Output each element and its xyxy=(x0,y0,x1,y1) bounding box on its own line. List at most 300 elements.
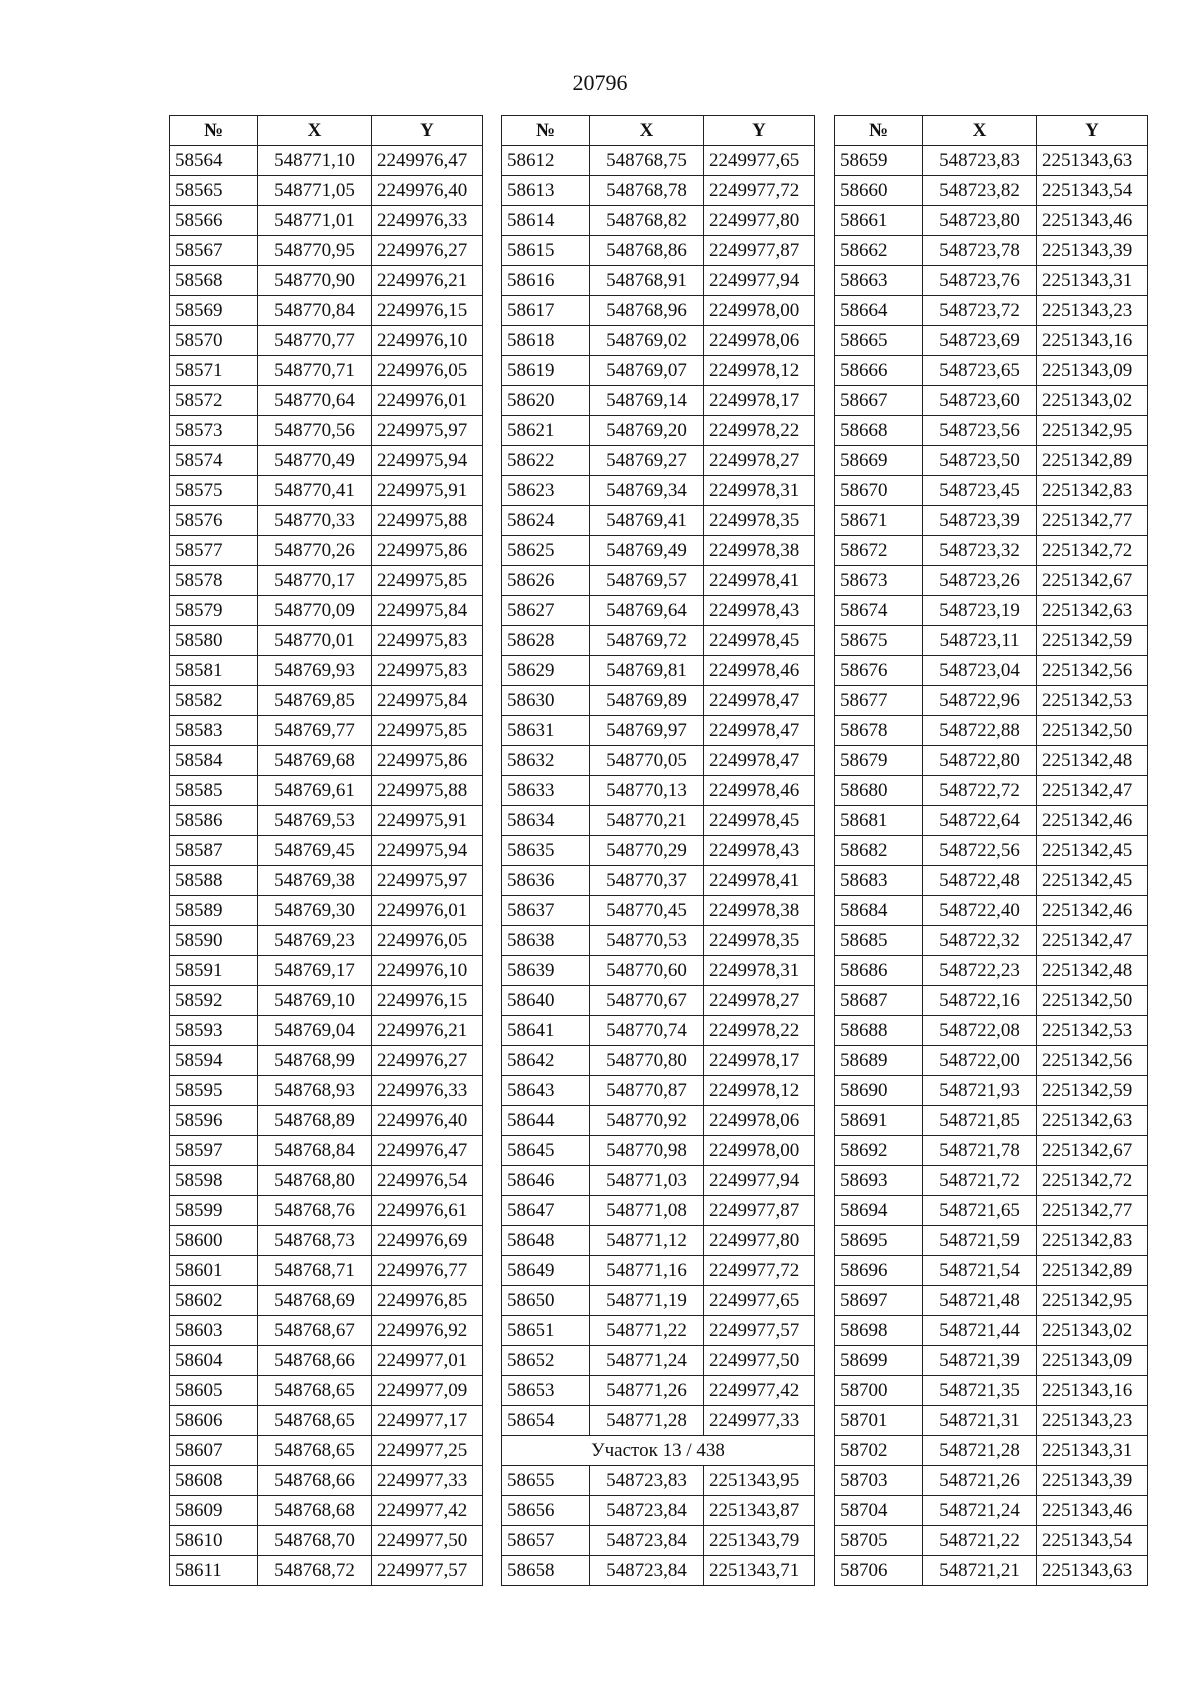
table-row xyxy=(835,746,1148,776)
y-coordinate-cell: 2249978,17 xyxy=(704,1046,815,1076)
x-coordinate-cell: 548769,72 xyxy=(590,626,704,656)
table-row xyxy=(170,836,483,866)
point-number-cell: 58599 xyxy=(170,1196,258,1226)
y-coordinate-cell: 2249977,09 xyxy=(372,1376,483,1406)
x-coordinate-cell: 548770,60 xyxy=(590,956,704,986)
point-number-cell: 58569 xyxy=(170,296,258,326)
table-row xyxy=(170,1526,483,1556)
y-coordinate-cell: 2251342,67 xyxy=(1037,1136,1148,1166)
table-row xyxy=(502,1166,815,1196)
y-coordinate-cell: 2249977,25 xyxy=(372,1436,483,1466)
table-row xyxy=(170,206,483,236)
table-row xyxy=(835,926,1148,956)
y-coordinate-cell: 2251342,48 xyxy=(1037,746,1148,776)
y-coordinate-cell: 2251343,16 xyxy=(1037,326,1148,356)
table-row xyxy=(170,1226,483,1256)
y-coordinate-cell: 2251343,31 xyxy=(1037,266,1148,296)
x-coordinate-cell: 548768,71 xyxy=(258,1256,372,1286)
table-row xyxy=(502,1376,815,1406)
y-coordinate-cell: 2251342,72 xyxy=(1037,536,1148,566)
table-row xyxy=(502,476,815,506)
point-number-cell: 58631 xyxy=(502,716,590,746)
x-coordinate-cell: 548723,19 xyxy=(923,596,1037,626)
x-coordinate-cell: 548721,59 xyxy=(923,1226,1037,1256)
y-coordinate-cell: 2249978,00 xyxy=(704,1136,815,1166)
y-coordinate-cell: 2251342,50 xyxy=(1037,986,1148,1016)
point-number-cell: 58701 xyxy=(835,1406,923,1436)
x-coordinate-cell: 548721,48 xyxy=(923,1286,1037,1316)
table-row xyxy=(502,326,815,356)
y-coordinate-cell: 2249978,41 xyxy=(704,866,815,896)
point-number-cell: 58622 xyxy=(502,446,590,476)
point-number-cell: 58609 xyxy=(170,1496,258,1526)
y-coordinate-cell: 2249976,40 xyxy=(372,1106,483,1136)
table-row xyxy=(502,626,815,656)
point-number-cell: 58690 xyxy=(835,1076,923,1106)
y-coordinate-cell: 2249978,17 xyxy=(704,386,815,416)
table-row xyxy=(170,596,483,626)
header-y: Y xyxy=(372,116,483,146)
y-coordinate-cell: 2249978,45 xyxy=(704,626,815,656)
y-coordinate-cell: 2249977,80 xyxy=(704,206,815,236)
table-row xyxy=(170,1076,483,1106)
table-row xyxy=(502,1556,815,1586)
y-coordinate-cell: 2249978,45 xyxy=(704,806,815,836)
point-number-cell: 58632 xyxy=(502,746,590,776)
point-number-cell: 58638 xyxy=(502,926,590,956)
y-coordinate-cell: 2251342,72 xyxy=(1037,1166,1148,1196)
y-coordinate-cell: 2249977,72 xyxy=(704,1256,815,1286)
y-coordinate-cell: 2249978,12 xyxy=(704,1076,815,1106)
y-coordinate-cell: 2251342,47 xyxy=(1037,776,1148,806)
point-number-cell: 58583 xyxy=(170,716,258,746)
point-number-cell: 58692 xyxy=(835,1136,923,1166)
x-coordinate-cell: 548768,84 xyxy=(258,1136,372,1166)
table-row xyxy=(170,1136,483,1166)
x-coordinate-cell: 548769,85 xyxy=(258,686,372,716)
x-coordinate-cell: 548722,64 xyxy=(923,806,1037,836)
table-row xyxy=(835,1376,1148,1406)
x-coordinate-cell: 548769,20 xyxy=(590,416,704,446)
x-coordinate-cell: 548768,65 xyxy=(258,1376,372,1406)
y-coordinate-cell: 2249978,38 xyxy=(704,896,815,926)
x-coordinate-cell: 548769,34 xyxy=(590,476,704,506)
point-number-cell: 58668 xyxy=(835,416,923,446)
x-coordinate-cell: 548721,85 xyxy=(923,1106,1037,1136)
point-number-cell: 58656 xyxy=(502,1496,590,1526)
x-coordinate-cell: 548770,87 xyxy=(590,1076,704,1106)
y-coordinate-cell: 2249977,57 xyxy=(704,1316,815,1346)
point-number-cell: 58671 xyxy=(835,506,923,536)
x-coordinate-cell: 548770,17 xyxy=(258,566,372,596)
y-coordinate-cell: 2251342,77 xyxy=(1037,1196,1148,1226)
y-coordinate-cell: 2249976,10 xyxy=(372,956,483,986)
point-number-cell: 58652 xyxy=(502,1346,590,1376)
x-coordinate-cell: 548723,32 xyxy=(923,536,1037,566)
x-coordinate-cell: 548723,60 xyxy=(923,386,1037,416)
x-coordinate-cell: 548769,02 xyxy=(590,326,704,356)
x-coordinate-cell: 548770,98 xyxy=(590,1136,704,1166)
table-row xyxy=(170,236,483,266)
y-coordinate-cell: 2249976,05 xyxy=(372,926,483,956)
table-row xyxy=(502,956,815,986)
y-coordinate-cell: 2249975,83 xyxy=(372,626,483,656)
x-coordinate-cell: 548721,39 xyxy=(923,1346,1037,1376)
table-row xyxy=(835,1286,1148,1316)
x-coordinate-cell: 548721,54 xyxy=(923,1256,1037,1286)
y-coordinate-cell: 2249977,80 xyxy=(704,1226,815,1256)
x-coordinate-cell: 548723,83 xyxy=(923,146,1037,176)
y-coordinate-cell: 2251342,53 xyxy=(1037,1016,1148,1046)
x-coordinate-cell: 548771,12 xyxy=(590,1226,704,1256)
point-number-cell: 58705 xyxy=(835,1526,923,1556)
table-row xyxy=(835,1166,1148,1196)
y-coordinate-cell: 2251343,79 xyxy=(704,1526,815,1556)
y-coordinate-cell: 2249978,12 xyxy=(704,356,815,386)
y-coordinate-cell: 2249978,43 xyxy=(704,596,815,626)
point-number-cell: 58629 xyxy=(502,656,590,686)
y-coordinate-cell: 2249976,15 xyxy=(372,296,483,326)
point-number-cell: 58659 xyxy=(835,146,923,176)
table-row xyxy=(835,656,1148,686)
x-coordinate-cell: 548769,23 xyxy=(258,926,372,956)
x-coordinate-cell: 548769,64 xyxy=(590,596,704,626)
table-row xyxy=(170,686,483,716)
table-row xyxy=(170,146,483,176)
y-coordinate-cell: 2249975,97 xyxy=(372,416,483,446)
y-coordinate-cell: 2251343,39 xyxy=(1037,1466,1148,1496)
table-row xyxy=(170,1466,483,1496)
header-y: Y xyxy=(704,116,815,146)
x-coordinate-cell: 548768,99 xyxy=(258,1046,372,1076)
x-coordinate-cell: 548770,13 xyxy=(590,776,704,806)
x-coordinate-cell: 548722,16 xyxy=(923,986,1037,1016)
x-coordinate-cell: 548768,75 xyxy=(590,146,704,176)
x-coordinate-cell: 548723,84 xyxy=(590,1526,704,1556)
x-coordinate-cell: 548771,01 xyxy=(258,206,372,236)
point-number-cell: 58673 xyxy=(835,566,923,596)
x-coordinate-cell: 548769,68 xyxy=(258,746,372,776)
point-number-cell: 58686 xyxy=(835,956,923,986)
x-coordinate-cell: 548768,66 xyxy=(258,1466,372,1496)
table-row xyxy=(502,416,815,446)
y-coordinate-cell: 2251342,89 xyxy=(1037,1256,1148,1286)
point-number-cell: 58633 xyxy=(502,776,590,806)
point-number-cell: 58577 xyxy=(170,536,258,566)
y-coordinate-cell: 2249977,17 xyxy=(372,1406,483,1436)
point-number-cell: 58648 xyxy=(502,1226,590,1256)
x-coordinate-cell: 548769,53 xyxy=(258,806,372,836)
table-row xyxy=(502,266,815,296)
table-row xyxy=(502,296,815,326)
point-number-cell: 58644 xyxy=(502,1106,590,1136)
table-row xyxy=(170,656,483,686)
y-coordinate-cell: 2249975,83 xyxy=(372,656,483,686)
x-coordinate-cell: 548723,83 xyxy=(590,1466,704,1496)
x-coordinate-cell: 548722,56 xyxy=(923,836,1037,866)
point-number-cell: 58590 xyxy=(170,926,258,956)
y-coordinate-cell: 2251343,16 xyxy=(1037,1376,1148,1406)
x-coordinate-cell: 548723,04 xyxy=(923,656,1037,686)
table-row xyxy=(835,596,1148,626)
table-row xyxy=(170,896,483,926)
x-coordinate-cell: 548721,31 xyxy=(923,1406,1037,1436)
point-number-cell: 58702 xyxy=(835,1436,923,1466)
table-row xyxy=(835,1406,1148,1436)
y-coordinate-cell: 2249978,22 xyxy=(704,416,815,446)
y-coordinate-cell: 2251343,87 xyxy=(704,1496,815,1526)
table-row xyxy=(835,206,1148,236)
point-number-cell: 58698 xyxy=(835,1316,923,1346)
y-coordinate-cell: 2251343,54 xyxy=(1037,1526,1148,1556)
table-row xyxy=(835,1556,1148,1586)
table-row xyxy=(502,146,815,176)
table-row xyxy=(170,1556,483,1586)
table-row xyxy=(835,1436,1148,1466)
y-coordinate-cell: 2249976,33 xyxy=(372,1076,483,1106)
x-coordinate-cell: 548723,72 xyxy=(923,296,1037,326)
table-row xyxy=(502,1046,815,1076)
point-number-cell: 58647 xyxy=(502,1196,590,1226)
x-coordinate-cell: 548769,49 xyxy=(590,536,704,566)
x-coordinate-cell: 548770,33 xyxy=(258,506,372,536)
point-number-cell: 58571 xyxy=(170,356,258,386)
point-number-cell: 58591 xyxy=(170,956,258,986)
point-number-cell: 58703 xyxy=(835,1466,923,1496)
table-row xyxy=(835,716,1148,746)
x-coordinate-cell: 548770,67 xyxy=(590,986,704,1016)
y-coordinate-cell: 2249976,33 xyxy=(372,206,483,236)
x-coordinate-cell: 548721,65 xyxy=(923,1196,1037,1226)
point-number-cell: 58603 xyxy=(170,1316,258,1346)
point-number-cell: 58649 xyxy=(502,1256,590,1286)
x-coordinate-cell: 548721,28 xyxy=(923,1436,1037,1466)
x-coordinate-cell: 548769,97 xyxy=(590,716,704,746)
table-row xyxy=(835,1196,1148,1226)
y-coordinate-cell: 2249977,94 xyxy=(704,1166,815,1196)
x-coordinate-cell: 548771,08 xyxy=(590,1196,704,1226)
point-number-cell: 58618 xyxy=(502,326,590,356)
y-coordinate-cell: 2249976,47 xyxy=(372,1136,483,1166)
y-coordinate-cell: 2251343,23 xyxy=(1037,296,1148,326)
y-coordinate-cell: 2249975,88 xyxy=(372,776,483,806)
table-row xyxy=(835,1466,1148,1496)
y-coordinate-cell: 2249975,94 xyxy=(372,836,483,866)
x-coordinate-cell: 548771,16 xyxy=(590,1256,704,1286)
table-row xyxy=(835,356,1148,386)
table-row xyxy=(170,326,483,356)
point-number-cell: 58704 xyxy=(835,1496,923,1526)
coordinates-table-1 xyxy=(169,115,483,1586)
x-coordinate-cell: 548771,22 xyxy=(590,1316,704,1346)
point-number-cell: 58674 xyxy=(835,596,923,626)
y-coordinate-cell: 2249978,06 xyxy=(704,326,815,356)
y-coordinate-cell: 2249978,35 xyxy=(704,506,815,536)
header-x: X xyxy=(258,116,372,146)
x-coordinate-cell: 548770,80 xyxy=(590,1046,704,1076)
point-number-cell: 58616 xyxy=(502,266,590,296)
table-row xyxy=(170,986,483,1016)
table-row xyxy=(170,626,483,656)
header-number: № xyxy=(170,116,258,146)
point-number-cell: 58605 xyxy=(170,1376,258,1406)
y-coordinate-cell: 2251342,67 xyxy=(1037,566,1148,596)
y-coordinate-cell: 2251342,56 xyxy=(1037,656,1148,686)
x-coordinate-cell: 548768,96 xyxy=(590,296,704,326)
y-coordinate-cell: 2249978,31 xyxy=(704,956,815,986)
table-row xyxy=(170,446,483,476)
table-row xyxy=(502,1226,815,1256)
y-coordinate-cell: 2251342,46 xyxy=(1037,896,1148,926)
table-row xyxy=(835,1016,1148,1046)
x-coordinate-cell: 548768,73 xyxy=(258,1226,372,1256)
table-row xyxy=(835,1046,1148,1076)
point-number-cell: 58584 xyxy=(170,746,258,776)
x-coordinate-cell: 548768,76 xyxy=(258,1196,372,1226)
page-number: 20796 xyxy=(572,70,628,95)
x-coordinate-cell: 548769,30 xyxy=(258,896,372,926)
point-number-cell: 58642 xyxy=(502,1046,590,1076)
y-coordinate-cell: 2251343,95 xyxy=(704,1466,815,1496)
x-coordinate-cell: 548723,26 xyxy=(923,566,1037,596)
point-number-cell: 58601 xyxy=(170,1256,258,1286)
y-coordinate-cell: 2249976,27 xyxy=(372,236,483,266)
point-number-cell: 58573 xyxy=(170,416,258,446)
table-row xyxy=(170,866,483,896)
x-coordinate-cell: 548769,93 xyxy=(258,656,372,686)
table-row xyxy=(170,1256,483,1286)
header-number: № xyxy=(835,116,923,146)
table-row xyxy=(502,656,815,686)
table-row xyxy=(502,1496,815,1526)
table-row xyxy=(502,716,815,746)
point-number-cell: 58636 xyxy=(502,866,590,896)
x-coordinate-cell: 548770,77 xyxy=(258,326,372,356)
x-coordinate-cell: 548768,93 xyxy=(258,1076,372,1106)
y-coordinate-cell: 2249978,43 xyxy=(704,836,815,866)
x-coordinate-cell: 548771,10 xyxy=(258,146,372,176)
table-row xyxy=(835,1136,1148,1166)
x-coordinate-cell: 548723,69 xyxy=(923,326,1037,356)
y-coordinate-cell: 2251343,46 xyxy=(1037,206,1148,236)
table-row xyxy=(502,926,815,956)
y-coordinate-cell: 2251343,09 xyxy=(1037,356,1148,386)
x-coordinate-cell: 548770,84 xyxy=(258,296,372,326)
point-number-cell: 58597 xyxy=(170,1136,258,1166)
x-coordinate-cell: 548768,78 xyxy=(590,176,704,206)
y-coordinate-cell: 2249976,47 xyxy=(372,146,483,176)
y-coordinate-cell: 2249977,33 xyxy=(372,1466,483,1496)
x-coordinate-cell: 548770,01 xyxy=(258,626,372,656)
point-number-cell: 58593 xyxy=(170,1016,258,1046)
y-coordinate-cell: 2251342,59 xyxy=(1037,626,1148,656)
x-coordinate-cell: 548721,93 xyxy=(923,1076,1037,1106)
point-number-cell: 58565 xyxy=(170,176,258,206)
y-coordinate-cell: 2249976,15 xyxy=(372,986,483,1016)
header-number: № xyxy=(502,116,590,146)
y-coordinate-cell: 2249976,01 xyxy=(372,386,483,416)
y-coordinate-cell: 2249975,85 xyxy=(372,716,483,746)
y-coordinate-cell: 2249976,01 xyxy=(372,896,483,926)
y-coordinate-cell: 2251342,56 xyxy=(1037,1046,1148,1076)
y-coordinate-cell: 2249977,57 xyxy=(372,1556,483,1586)
x-coordinate-cell: 548722,00 xyxy=(923,1046,1037,1076)
table-row xyxy=(502,1466,815,1496)
point-number-cell: 58706 xyxy=(835,1556,923,1586)
x-coordinate-cell: 548723,80 xyxy=(923,206,1037,236)
point-number-cell: 58568 xyxy=(170,266,258,296)
x-coordinate-cell: 548723,56 xyxy=(923,416,1037,446)
x-coordinate-cell: 548722,80 xyxy=(923,746,1037,776)
table-header-row xyxy=(835,116,1148,146)
header-x: X xyxy=(923,116,1037,146)
x-coordinate-cell: 548769,89 xyxy=(590,686,704,716)
point-number-cell: 58628 xyxy=(502,626,590,656)
table-row xyxy=(170,1016,483,1046)
point-number-cell: 58570 xyxy=(170,326,258,356)
table-row xyxy=(835,266,1148,296)
point-number-cell: 58566 xyxy=(170,206,258,236)
point-number-cell: 58592 xyxy=(170,986,258,1016)
point-number-cell: 58660 xyxy=(835,176,923,206)
x-coordinate-cell: 548768,91 xyxy=(590,266,704,296)
point-number-cell: 58596 xyxy=(170,1106,258,1136)
table-row xyxy=(170,716,483,746)
x-coordinate-cell: 548721,44 xyxy=(923,1316,1037,1346)
point-number-cell: 58606 xyxy=(170,1406,258,1436)
y-coordinate-cell: 2249978,35 xyxy=(704,926,815,956)
x-coordinate-cell: 548723,76 xyxy=(923,266,1037,296)
y-coordinate-cell: 2249975,84 xyxy=(372,686,483,716)
x-coordinate-cell: 548721,72 xyxy=(923,1166,1037,1196)
y-coordinate-cell: 2249975,91 xyxy=(372,806,483,836)
point-number-cell: 58680 xyxy=(835,776,923,806)
x-coordinate-cell: 548770,41 xyxy=(258,476,372,506)
table-row xyxy=(502,1136,815,1166)
section-label: Участок 13 / 438 xyxy=(502,1436,815,1466)
y-coordinate-cell: 2249977,42 xyxy=(704,1376,815,1406)
x-coordinate-cell: 548723,82 xyxy=(923,176,1037,206)
x-coordinate-cell: 548723,84 xyxy=(590,1496,704,1526)
x-coordinate-cell: 548768,86 xyxy=(590,236,704,266)
table-row xyxy=(170,416,483,446)
y-coordinate-cell: 2249977,50 xyxy=(372,1526,483,1556)
x-coordinate-cell: 548770,26 xyxy=(258,536,372,566)
point-number-cell: 58664 xyxy=(835,296,923,326)
table-row xyxy=(170,926,483,956)
y-coordinate-cell: 2251342,50 xyxy=(1037,716,1148,746)
y-coordinate-cell: 2251342,77 xyxy=(1037,506,1148,536)
y-coordinate-cell: 2251342,53 xyxy=(1037,686,1148,716)
y-coordinate-cell: 2249975,91 xyxy=(372,476,483,506)
x-coordinate-cell: 548770,45 xyxy=(590,896,704,926)
x-coordinate-cell: 548771,26 xyxy=(590,1376,704,1406)
table-row xyxy=(835,1256,1148,1286)
table-row xyxy=(502,1016,815,1046)
x-coordinate-cell: 548722,88 xyxy=(923,716,1037,746)
point-number-cell: 58684 xyxy=(835,896,923,926)
y-coordinate-cell: 2249977,65 xyxy=(704,1286,815,1316)
table-header-row xyxy=(502,116,815,146)
point-number-cell: 58650 xyxy=(502,1286,590,1316)
y-coordinate-cell: 2249977,72 xyxy=(704,176,815,206)
point-number-cell: 58654 xyxy=(502,1406,590,1436)
point-number-cell: 58658 xyxy=(502,1556,590,1586)
point-number-cell: 58620 xyxy=(502,386,590,416)
table-row xyxy=(835,956,1148,986)
y-coordinate-cell: 2251342,59 xyxy=(1037,1076,1148,1106)
x-coordinate-cell: 548770,37 xyxy=(590,866,704,896)
